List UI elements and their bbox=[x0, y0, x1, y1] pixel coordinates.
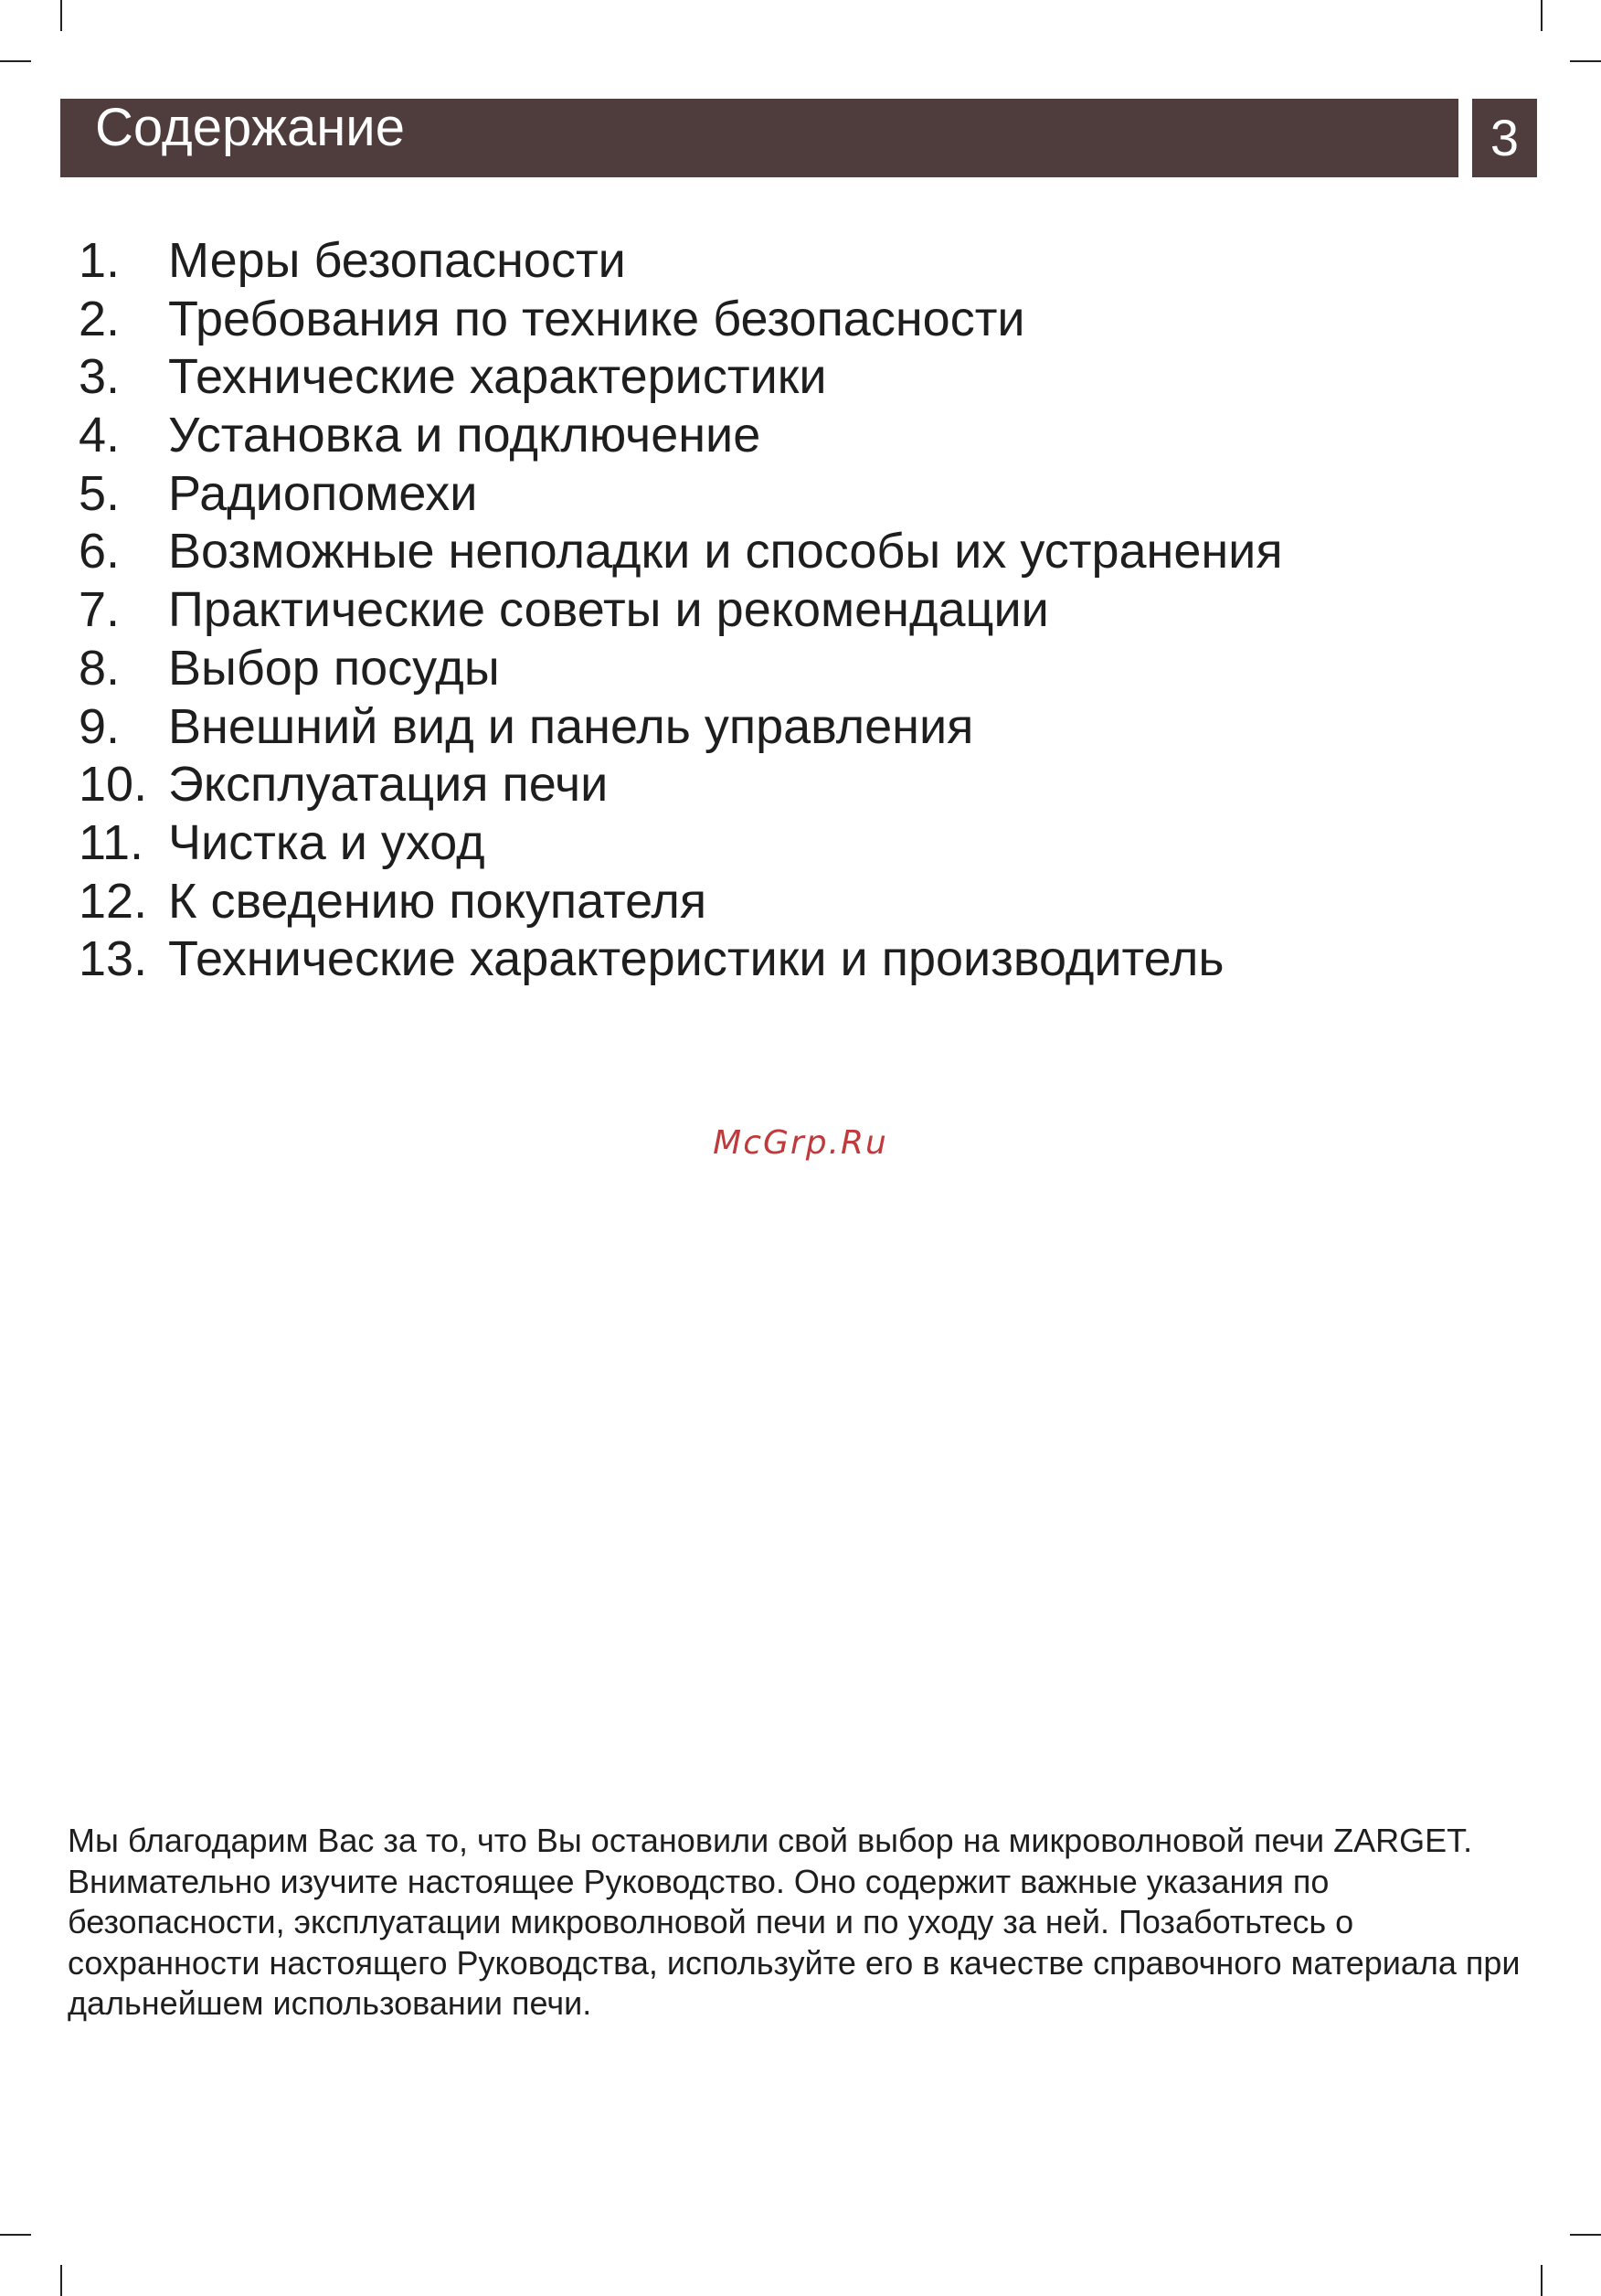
toc-label: Практические советы и рекомендации bbox=[168, 582, 1049, 638]
toc-number: 9. bbox=[79, 698, 121, 754]
crop-mark bbox=[1570, 2234, 1601, 2236]
toc-number: 5. bbox=[79, 465, 121, 521]
toc-label: Установка и подключение bbox=[168, 408, 761, 463]
toc-number: 10. bbox=[79, 757, 148, 813]
toc-item[interactable] bbox=[79, 523, 1283, 581]
toc-number: 4. bbox=[79, 408, 121, 463]
toc-label: Меры безопасности bbox=[168, 233, 626, 288]
toc-number: 12. bbox=[79, 873, 148, 929]
toc-item[interactable] bbox=[79, 698, 1283, 757]
intro-paragraph: Внимательно изучите настоящее Руководство. Оно содержит важные указания по безопасности, эксплуатации микроволновой печи и по уходу за ней. Позаботьтесь о сохранности настоящего Руководства, используйте его в качестве справочного материала при дальнейшем использовании печи. bbox=[68, 1862, 1521, 2022]
page-title: Содержание bbox=[95, 98, 405, 157]
intro-paragraph: Мы благодарим Вас за то, что Вы остановили свой выбор на микроволновой печи ZARGET. bbox=[68, 1822, 1473, 1859]
toc-item[interactable] bbox=[79, 873, 1283, 931]
toc-number: 1. bbox=[79, 233, 121, 288]
toc-label: Технические характеристики и производитель bbox=[168, 931, 1225, 987]
toc-number: 8. bbox=[79, 640, 121, 696]
toc-item[interactable] bbox=[79, 348, 1283, 407]
toc-label: Выбор посуды bbox=[168, 640, 500, 696]
crop-mark bbox=[1570, 60, 1601, 62]
toc-item[interactable] bbox=[79, 465, 1283, 524]
intro-text bbox=[68, 1821, 1548, 2025]
toc-item[interactable] bbox=[79, 232, 1283, 291]
crop-mark bbox=[0, 2234, 31, 2236]
crop-mark bbox=[1541, 2265, 1543, 2296]
toc-label: Внешний вид и панель управления bbox=[168, 698, 974, 754]
page-number: 3 bbox=[1472, 99, 1537, 177]
toc-number: 11. bbox=[79, 814, 144, 870]
toc-label: К сведению покупателя bbox=[168, 873, 707, 929]
table-of-contents bbox=[79, 232, 1283, 989]
toc-label: Технические характеристики bbox=[168, 349, 827, 405]
toc-item[interactable] bbox=[79, 814, 1283, 873]
toc-number: 13. bbox=[79, 931, 148, 987]
crop-mark bbox=[1541, 0, 1543, 31]
toc-item[interactable] bbox=[79, 756, 1283, 814]
toc-label: Требования по технике безопасности bbox=[168, 291, 1025, 346]
crop-mark bbox=[60, 0, 62, 31]
toc-item[interactable] bbox=[79, 407, 1283, 465]
toc-label: Эксплуатация печи bbox=[168, 757, 609, 813]
toc-item[interactable] bbox=[79, 930, 1283, 989]
toc-number: 3. bbox=[79, 349, 121, 405]
toc-label: Чистка и уход bbox=[168, 814, 485, 870]
toc-item[interactable] bbox=[79, 291, 1283, 349]
toc-label: Радиопомехи bbox=[168, 465, 478, 521]
toc-item[interactable] bbox=[79, 581, 1283, 640]
toc-number: 7. bbox=[79, 582, 121, 638]
crop-mark bbox=[60, 2265, 62, 2296]
toc-number: 2. bbox=[79, 291, 121, 346]
toc-number: 6. bbox=[79, 524, 121, 579]
toc-item[interactable] bbox=[79, 640, 1283, 698]
crop-mark bbox=[0, 60, 31, 62]
watermark: McGrp.Ru bbox=[713, 1124, 888, 1162]
toc-label: Возможные неполадки и способы их устранения bbox=[168, 524, 1283, 579]
header-band bbox=[60, 99, 1458, 177]
